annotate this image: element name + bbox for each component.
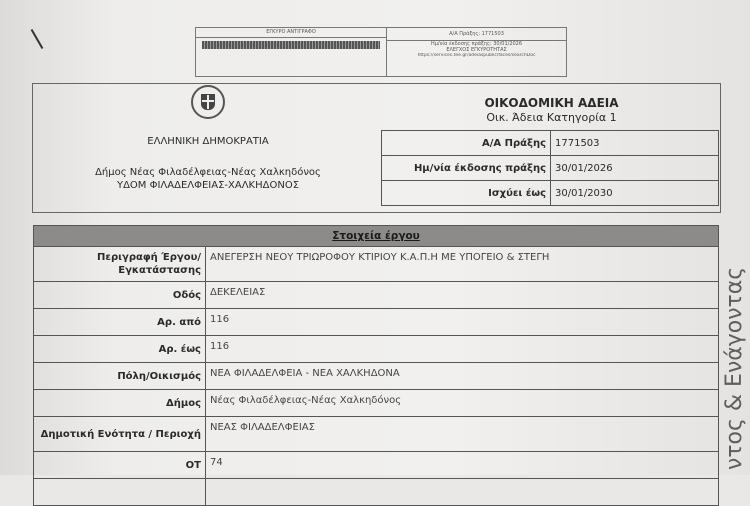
document-title: ΟΙΚΟΔΟΜΙΚΗ ΑΔΕΙΑ (484, 96, 619, 110)
table-row (34, 479, 719, 506)
table-row (34, 336, 719, 363)
section-title: Στοιχεία έργου (34, 226, 719, 247)
field-label: Ισχύει έως (382, 181, 551, 206)
field-value: 1771503 (551, 131, 719, 156)
field-value: 116 (206, 336, 719, 363)
field-value: 116 (206, 309, 719, 336)
office-label: ΥΔΟΜ ΦΙΛΑΔΕΛΦΕΙΑΣ-ΧΑΛΚΗΔΟΝΟΣ (116, 180, 300, 191)
project-details-table (33, 225, 719, 506)
field-label (34, 479, 206, 506)
field-value: Νέας Φιλαδέλφειας-Νέας Χαλκηδόνος (206, 390, 719, 417)
field-label: Δημοτική Ενότητα / Περιοχή (34, 417, 206, 452)
table-row (382, 181, 719, 206)
field-value: 74 (206, 452, 719, 479)
field-label: Ημ/νία έκδοσης πράξης (382, 156, 551, 181)
act-number-label: Α/Α Πράξης: 1771503 (387, 28, 566, 41)
field-value: ΔΕΚΕΛΕΙΑΣ (206, 282, 719, 309)
issue-date-line: Ημ/νία έκδοσης πράξης: 30/01/2026 (430, 41, 523, 47)
table-row (34, 247, 719, 282)
field-value: 30/01/2026 (551, 156, 719, 181)
table-row (34, 417, 719, 452)
pen-mark (31, 29, 44, 49)
table-row (34, 452, 719, 479)
republic-label: ΕΛΛΗΝΙΚΗ ΔΗΜΟΚΡΑΤΙΑ (147, 136, 269, 147)
document-subtitle: Οικ. Άδεια Κατηγορία 1 (486, 111, 617, 124)
field-label: Περιγραφή Έργου/Εγκατάστασης (34, 247, 206, 282)
municipality-label: Δήμος Νέας Φιλαδέλφειας-Νέας Χαλκηδόνος (95, 167, 321, 178)
validity-check-line: ΕΛΕΓΧΟΣ ΕΓΚΥΡΟΤΗΤΑΣ (446, 47, 507, 53)
field-label: ΟΤ (34, 452, 206, 479)
field-value: ΝΕΑ ΦΙΛΑΔΕΛΦΕΙΑ - ΝΕΑ ΧΑΛΚΗΔΟΝΑ (206, 363, 719, 390)
field-label: Α/Α Πράξης (382, 131, 551, 156)
greek-coat-of-arms-icon (191, 85, 225, 119)
field-label: Δήμος (34, 390, 206, 417)
table-row (34, 282, 719, 309)
document-header (32, 83, 721, 213)
field-value: 30/01/2030 (551, 181, 719, 206)
watermark: ντος & Ενάγοντας (722, 266, 747, 470)
field-label: Πόλη/Οικισμός (34, 363, 206, 390)
validity-url: https://services.tee.gr/adeiaspublic/faces/searchDoc (417, 53, 536, 58)
field-value: ΝΕΑΣ ΦΙΛΑΔΕΛΦΕΙΑΣ (206, 417, 719, 452)
table-row (382, 156, 719, 181)
field-label: Αρ. από (34, 309, 206, 336)
table-row (382, 131, 719, 156)
table-row (34, 363, 719, 390)
table-row (34, 309, 719, 336)
valid-copy-label: ΕΓΚΥΡΟ ΑΝΤΙΓΡΑΦΟ (196, 28, 386, 38)
field-label: Οδός (34, 282, 206, 309)
barcode (202, 41, 380, 49)
valid-copy-box (195, 27, 567, 77)
permit-info-table (381, 130, 719, 206)
table-row (34, 390, 719, 417)
field-value (206, 479, 719, 506)
field-label: Αρ. έως (34, 336, 206, 363)
field-value: ΑΝΕΓΕΡΣΗ ΝΕΟΥ ΤΡΙΩΡΟΦΟΥ ΚΤΙΡΙΟΥ Κ.Α.Π.Η ΜΕ ΥΠΟΓΕΙΟ & ΣΤΕΓΗ (206, 247, 719, 282)
